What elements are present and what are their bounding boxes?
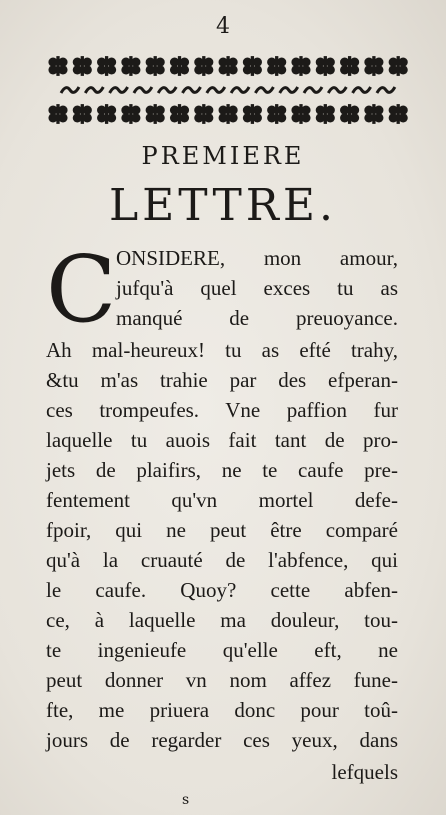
- text-line: jets de plaifirs, ne te caufe pre-: [46, 458, 398, 482]
- heading-premiere: PREMIERE: [141, 142, 305, 170]
- fleuron-icon: [97, 104, 116, 124]
- fleuron-icon: [364, 104, 383, 124]
- fleuron-icon: [121, 104, 140, 124]
- swash-icon: [231, 87, 249, 93]
- fleuron-icon: [97, 56, 116, 76]
- swash-icon: [280, 87, 298, 93]
- fleuron-icon: [267, 56, 286, 76]
- fleuron-icon: [243, 104, 262, 124]
- swash-icon: [377, 87, 395, 93]
- fleuron-icon: [121, 56, 140, 76]
- swash-icon: [183, 87, 201, 93]
- fleuron-icon: [291, 104, 310, 124]
- text-line: Ah mal-heureux! tu as efté trahy,: [46, 338, 398, 362]
- text-line: laquelle tu auois fait tant de pro-: [46, 428, 398, 452]
- fleuron-icon: [146, 104, 165, 124]
- catchword: lefquels: [331, 760, 398, 784]
- fleuron-icon: [243, 56, 262, 76]
- fleuron-icon: [194, 56, 213, 76]
- text-line: le caufe. Quoy? cette abfen-: [46, 578, 398, 602]
- text-line: te ingenieufe qu'elle eft, ne: [46, 638, 398, 662]
- fleuron-icon: [291, 56, 310, 76]
- text-line: peut donner vn nom affez fune-: [46, 668, 398, 692]
- fleuron-icon: [146, 56, 165, 76]
- swash-icon: [328, 87, 346, 93]
- swash-icon: [85, 87, 103, 93]
- page-number: 4: [216, 14, 230, 39]
- text-line: jufqu'à quel exces tu as: [116, 276, 398, 300]
- text-line: qu'à la cruauté de l'abfence, qui: [46, 548, 398, 572]
- fleuron-icon: [194, 104, 213, 124]
- swash-icon: [110, 87, 128, 93]
- fleuron-icon: [170, 104, 189, 124]
- fleuron-icon: [340, 56, 359, 76]
- text-line: ce, à laquelle ma douleur, tou-: [46, 608, 398, 632]
- fleuron-icon: [48, 56, 67, 76]
- fleuron-icon: [170, 56, 189, 76]
- swash-icon: [255, 87, 273, 93]
- fleuron-icon: [73, 56, 92, 76]
- fleuron-icon: [364, 56, 383, 76]
- swash-icon: [353, 87, 371, 93]
- fleuron-icon: [389, 56, 408, 76]
- fleuron-icon: [219, 56, 238, 76]
- text-line: &tu m'as trahie par des efperan-: [46, 368, 398, 392]
- printer-ornament-band: [46, 54, 410, 126]
- fleuron-icon: [316, 56, 335, 76]
- fleuron-icon: [316, 104, 335, 124]
- text-line: ONSIDERE, mon amour,: [116, 246, 398, 270]
- fleuron-icon: [267, 104, 286, 124]
- fleuron-icon: [48, 104, 67, 124]
- swash-icon: [134, 87, 152, 93]
- text-line: jours de regarder ces yeux, dans: [46, 728, 398, 752]
- signature-mark: s: [182, 792, 190, 808]
- drop-cap: C: [46, 236, 117, 343]
- heading-lettre: LETTRE.: [108, 180, 338, 231]
- fleuron-icon: [73, 104, 92, 124]
- swash-icon: [158, 87, 176, 93]
- swash-icon: [61, 87, 79, 93]
- swash-icon: [304, 87, 322, 93]
- text-line: fentement qu'vn mortel defe-: [46, 488, 398, 512]
- text-line: fpoir, qui ne peut être comparé: [46, 518, 398, 542]
- text-line: manqué de preuoyance.: [116, 306, 398, 330]
- swash-icon: [207, 87, 225, 93]
- fleuron-icon: [389, 104, 408, 124]
- text-line: fte, me priuera donc pour toû-: [46, 698, 398, 722]
- fleuron-icon: [340, 104, 359, 124]
- fleuron-icon: [219, 104, 238, 124]
- text-line: ces trompeufes. Vne paffion fur: [46, 398, 398, 422]
